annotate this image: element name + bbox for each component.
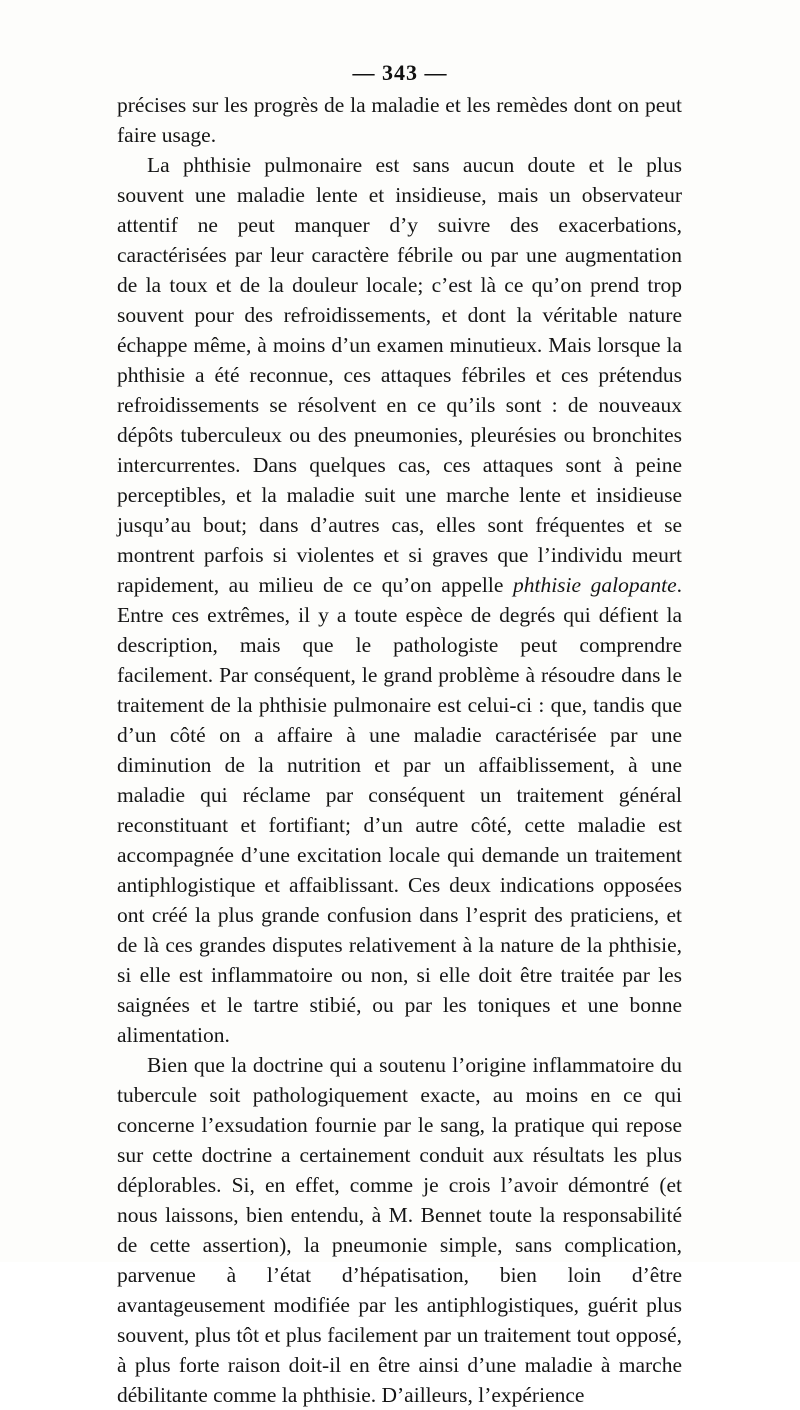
italic-term: phthisie galopante (512, 573, 677, 597)
paragraph-text: . Entre ces extrêmes, il y a toute espèce de degrés qui défient la description, mais que le pathologiste peut comprendre facilement. Par conséquent, le grand problème à résoudre dans le traitement de la phthisie pulmonaire est celui-ci : que, tandis que d’un côté on a affaire à une maladie caractérisée par une diminution de la nutrition et par un affaiblissement, à une maladie qui réclame par conséquent un traitement général reconstituant et fortifiant; d’un autre côté, cette maladie est accompagnée d’une excitation locale qui demande un traitement antiphlogistique et affaiblissant. Ces deux indications opposées ont créé la plus grande confusion dans l’esprit des praticiens, et de là ces grandes disputes relativement à la nature de la phthisie, si elle est inflammatoire ou non, si elle doit être traitée par les saignées et le tartre stibié, ou par les toniques et une bonne alimentation. (117, 573, 682, 1047)
paragraph-continuation (117, 90, 682, 150)
paragraph-phthisis-course (117, 150, 682, 1050)
paragraph-text: La phthisie pulmonaire est sans aucun doute et le plus souvent une maladie lente et insidieuse, mais un observateur attentif ne peut manquer d’y suivre des exacerbations, caractérisées par leur caractère fébrile ou par une augmentation de la toux et de la douleur locale; c’est là ce qu’on prend trop souvent pour des refroidissements, et dont la véritable nature échappe même, à moins d’un examen minutieux. Mais lorsque la phthisie a été reconnue, ces attaques fébriles et ces prétendus refroidissements se résolvent en ce qu’ils sont : de nouveaux dépôts tuberculeux ou des pneumonies, pleurésies ou bronchites intercurrentes. Dans quelques cas, ces attaques sont à peine perceptibles, et la maladie suit une marche lente et insidieuse jusqu’au bout; dans d’autres cas, elles sont fréquentes et se montrent parfois si violentes et si graves que l’individu meurt rapidement, au milieu de ce qu’on appelle (117, 153, 682, 597)
body-text (117, 90, 682, 1410)
page-number: — 343 — (352, 60, 448, 85)
paragraph-text: précises sur les progrès de la maladie et les remèdes dont on peut faire usage. (117, 93, 682, 147)
paragraph-text: Bien que la doctrine qui a soutenu l’origine inflammatoire du tubercule soit pathologiquement exacte, au moins en ce qui concerne l’exsudation fournie par le sang, la pratique qui repose sur cette doctrine a certainement conduit aux résultats les plus déplorables. Si, en effet, comme je crois l’avoir démontré (et nous laissons, bien entendu, à M. Bennet toute la responsabilité de cette assertion), la pneumonie simple, sans complication, parvenue à l’état d’hépatisation, bien loin d’être avantageusement modifiée par les antiphlogistiques, guérit plus souvent, plus tôt et plus facilement par un traitement tout opposé, à plus forte raison doit-il en être ainsi d’une maladie à marche débilitante comme la phthisie. D’ailleurs, l’expérience (117, 1053, 682, 1407)
paragraph-inflammatory-doctrine (117, 1050, 682, 1410)
